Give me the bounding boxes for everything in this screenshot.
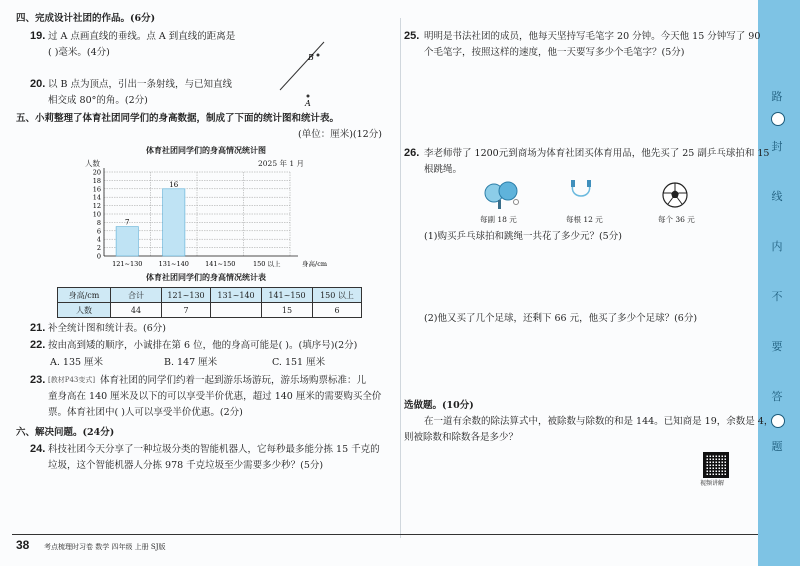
chart-bar bbox=[163, 189, 185, 256]
point-a-label: A bbox=[305, 99, 311, 108]
geometry-figure bbox=[272, 40, 332, 110]
stats-table bbox=[57, 287, 362, 318]
ping-pong-paddle-icon bbox=[482, 180, 522, 212]
chart-x-tick-label: 131~140 bbox=[158, 260, 189, 268]
chart-x-tick-label: 150 以上 bbox=[253, 260, 281, 268]
q23-number: 23. bbox=[30, 374, 46, 386]
q26-part-1: (1)购买乒乓球拍和跳绳一共花了多少元？(5分) bbox=[424, 231, 622, 242]
chart-x-axis-label: 身高/cm bbox=[302, 260, 327, 268]
q19-text-2: ( )毫米。(4分) bbox=[48, 47, 110, 58]
q20-number: 20. bbox=[30, 78, 46, 90]
table-header-cell: 141~150 bbox=[262, 288, 313, 303]
qr-label: 视频讲解 bbox=[700, 480, 725, 487]
footer-rule bbox=[12, 534, 758, 535]
seal-char: 要 bbox=[771, 340, 783, 353]
chart-y-tick-label: 18 bbox=[92, 176, 101, 185]
table-header-cell: 合计 bbox=[111, 288, 162, 303]
section-4-heading: 四、完成设计社团的作品。(6分) bbox=[16, 13, 156, 24]
chart-y-tick-label: 20 bbox=[92, 168, 101, 177]
qr-code[interactable] bbox=[703, 452, 729, 478]
q24-number: 24. bbox=[30, 443, 46, 455]
table-header-cell: 身高/cm bbox=[58, 288, 111, 303]
elective-text: 在一道有余数的除法算式中，被除数与除数的和是 144。已知商是 19，余数是 4， bbox=[424, 416, 774, 427]
chart-y-tick-label: 4 bbox=[96, 235, 101, 244]
chart-date: 2025 年 1 月 bbox=[258, 159, 305, 168]
table-cell: 44 bbox=[111, 303, 162, 318]
q22-option-b[interactable]: B. 147 厘米 bbox=[164, 357, 218, 368]
chart-y-tick-label: 6 bbox=[96, 227, 101, 236]
chart-bar bbox=[116, 227, 138, 256]
table-header-cell: 121~130 bbox=[162, 288, 211, 303]
page-number: 38 bbox=[16, 538, 30, 552]
chart-y-tick-label: 10 bbox=[92, 210, 101, 219]
table-cell: 6 bbox=[313, 303, 362, 318]
table-title: 体育社团同学们的身高情况统计表 bbox=[146, 272, 266, 282]
table-cell-blank[interactable] bbox=[211, 303, 262, 318]
table-header-cell: 150 以上 bbox=[313, 288, 362, 303]
q20-text: 以 B 点为顶点，引出一条射线，与已知直线 bbox=[48, 79, 233, 90]
q25-text-2: 个毛笔字，按照这样的速度，他一天要写多少个毛笔字？(5分) bbox=[424, 47, 685, 58]
q26-number: 26. bbox=[404, 147, 420, 159]
seal-char: 封 bbox=[771, 140, 783, 153]
q25-text: 明明是书法社团的成员，他每天坚持写毛笔字 20 分钟。今天他 15 分钟写了 90 bbox=[424, 31, 761, 42]
table-cell: 15 bbox=[262, 303, 313, 318]
given-line bbox=[280, 42, 324, 90]
table-header-cell: 131~140 bbox=[211, 288, 262, 303]
q19-text: 过 A 点画直线的垂线。点 A 到直线的距离是 bbox=[48, 31, 236, 42]
table-row-label: 人数 bbox=[58, 303, 111, 318]
chart-y-tick-label: 16 bbox=[92, 185, 101, 194]
q26-text: 李老师带了 1200元到商场为体育社团买体育用品，他先买了 25 副乒乓球拍和 15 bbox=[424, 148, 770, 159]
point-b bbox=[317, 54, 320, 57]
section-5-heading: 五、小莉整理了体育社团同学们的身高数据，制成了下面的统计图和统计表。 bbox=[16, 113, 340, 124]
point-b-label: B bbox=[308, 53, 314, 62]
q24-text: 科技社团今天分享了一种垃圾分类的智能机器人，它每秒最多能分拣 15 千克的 bbox=[48, 444, 380, 455]
chart-title: 体育社团同学们的身高情况统计图 bbox=[146, 145, 266, 155]
seal-char: 不 bbox=[771, 290, 783, 303]
ball-price: 每个 36 元 bbox=[658, 215, 695, 224]
soccer-ball-icon bbox=[660, 180, 690, 210]
paddle-price: 每副 18 元 bbox=[480, 215, 517, 224]
chart-x-tick-label: 121~130 bbox=[112, 260, 143, 268]
q20-text-2: 相交成 80°的角。(2分) bbox=[48, 95, 148, 106]
chart-y-tick-label: 2 bbox=[96, 244, 101, 253]
elective-text-2: 则被除数和除数各是多少？ bbox=[404, 432, 519, 443]
seal-char: 题 bbox=[771, 440, 783, 453]
table-cell: 7 bbox=[162, 303, 211, 318]
q21-number: 21. bbox=[30, 322, 46, 334]
q23-text-2: 童身高在 140 厘米及以下的可以享受半价优惠，超过 140 厘米的需要购买全价 bbox=[48, 391, 382, 402]
q22-text: 按由高到矮的顺序，小诚排在第 6 位，他的身高可能是( )。(填序号)(2分) bbox=[48, 340, 358, 351]
rope-price: 每根 12 元 bbox=[566, 215, 603, 224]
q21-text: 补全统计图和统计表。(6分) bbox=[48, 323, 166, 334]
seal-char: 路 bbox=[771, 90, 783, 103]
q23-text: 体育社团的同学们约着一起到游乐场游玩，游乐场购票标准：儿 bbox=[100, 375, 367, 386]
bar-chart bbox=[80, 166, 340, 270]
section-5-unit: (单位：厘米)(12分) bbox=[298, 129, 382, 140]
jump-rope-icon bbox=[566, 180, 596, 212]
q22-number: 22. bbox=[30, 339, 46, 351]
chart-y-tick-label: 14 bbox=[92, 193, 101, 202]
section-6-heading: 六、解决问题。(24分) bbox=[16, 427, 115, 438]
binding-hole-icon bbox=[771, 112, 785, 126]
footer-text: 考点梳理时习卷 数学 四年级 上册 SJ版 bbox=[44, 543, 166, 551]
elective-heading: 选做题。(10分) bbox=[404, 400, 474, 411]
chart-y-tick-label: 0 bbox=[96, 252, 101, 261]
q24-text-2: 垃圾，这个智能机器人分拣 978 千克垃圾至少需要多少秒？(5分) bbox=[48, 460, 324, 471]
q25-number: 25. bbox=[404, 30, 420, 42]
table-header-row bbox=[58, 288, 362, 303]
q26-part-2: (2)他又买了几个足球，还剩下 66 元，他买了多少个足球？(6分) bbox=[424, 313, 698, 324]
table-row bbox=[58, 303, 362, 318]
seal-char: 内 bbox=[771, 240, 783, 253]
chart-data-label: 16 bbox=[169, 180, 179, 189]
q19-number: 19. bbox=[30, 30, 46, 42]
point-a bbox=[307, 95, 310, 98]
seal-char: 答 bbox=[771, 390, 783, 403]
q22-option-a[interactable]: A. 135 厘米 bbox=[50, 357, 104, 368]
q23-tag: [教材P43变式] bbox=[48, 376, 96, 384]
chart-data-label: 7 bbox=[125, 218, 130, 227]
seal-char: 线 bbox=[771, 190, 783, 203]
chart-x-tick-label: 141~150 bbox=[205, 260, 236, 268]
chart-y-tick-label: 12 bbox=[92, 202, 101, 211]
chart-ylabel: 人数 bbox=[85, 159, 100, 168]
q22-option-c[interactable]: C. 151 厘米 bbox=[272, 357, 326, 368]
q26-text-2: 根跳绳。 bbox=[424, 164, 463, 175]
column-divider bbox=[400, 18, 401, 538]
chart-y-tick-label: 8 bbox=[96, 218, 101, 227]
q23-text-3: 票。体育社团中( )人可以享受半价优惠。(2分) bbox=[48, 407, 243, 418]
